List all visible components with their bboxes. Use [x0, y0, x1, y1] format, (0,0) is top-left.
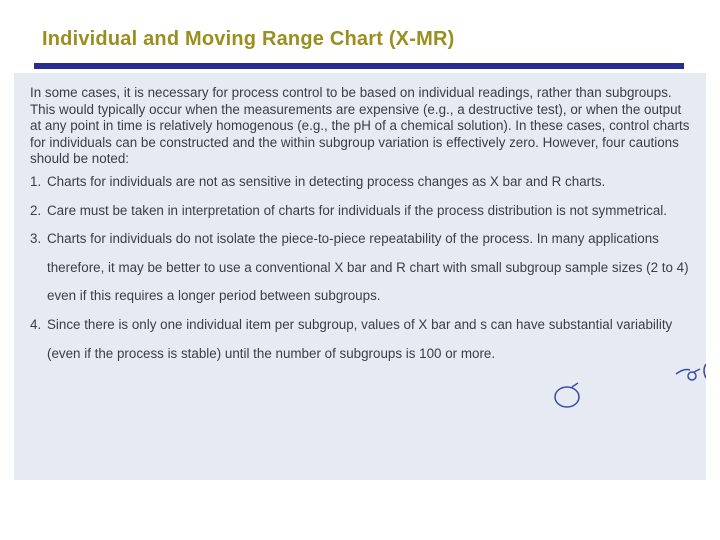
cautions-list: [30, 168, 690, 368]
caution-item-4: [30, 311, 690, 368]
intro-paragraph: In some cases, it is necessary for process control to be based on individual readings, rather than subgroups. This would typically occur when the measurements are expensive (e.g., a destructive test), or when the output at any point in time is relatively homogenous (e.g., the pH of a chemical solution). In these cases, control charts for individuals can be constructed and the within subgroup variation is effectively zero. However, four cautions should be noted:: [30, 85, 690, 167]
caution-number: 4.: [30, 316, 42, 332]
caution-text: Since there is only one individual item per subgroup, values of X bar and s can have substantial variability (even if the process is stable) until the number of subgroups is 100 or more.: [47, 316, 673, 361]
caution-number: 1.: [30, 173, 42, 189]
caution-text: Care must be taken in interpretation of charts for individuals if the process distribution is not symmetrical.: [47, 202, 667, 218]
title-underline-rule: [34, 63, 684, 69]
slide-title: Individual and Moving Range Chart (X-MR): [42, 28, 455, 50]
caution-text: Charts for individuals are not as sensitive in detecting process changes as X bar and R charts.: [47, 173, 606, 189]
document-body: [30, 85, 690, 368]
handwritten-circle: [552, 382, 584, 410]
scanned-document-image: [14, 73, 706, 480]
caution-item-1: [30, 168, 690, 197]
caution-number: 2.: [30, 202, 42, 218]
caution-number: 3.: [30, 231, 42, 247]
handwritten-sigma-note: [674, 356, 706, 386]
caution-item-2: [30, 197, 690, 226]
caution-text: Charts for individuals do not isolate the piece-to-piece repeatability of the process. In many applications therefore, it may be better to use a conventional X bar and R chart with small subgroup sample sizes (2 to 4) even if this requires a longer period between subgroups.: [47, 231, 689, 304]
caution-item-3: [30, 225, 690, 311]
